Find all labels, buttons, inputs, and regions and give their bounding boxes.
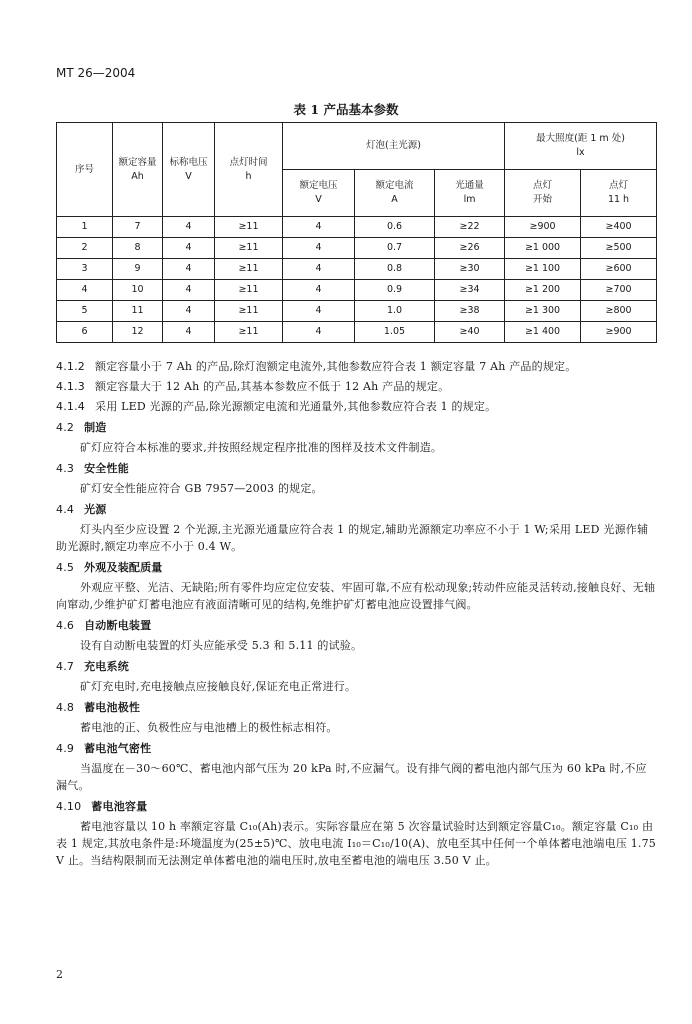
table-cell: 4: [57, 280, 113, 301]
table-cell: 0.6: [355, 217, 435, 238]
table-cell: 2: [57, 238, 113, 259]
page-number: 2: [56, 968, 63, 981]
section-number: 4.1.3: [56, 380, 85, 393]
table-cell: 4: [283, 259, 355, 280]
table-caption: 表 1 产品基本参数: [293, 102, 399, 117]
table-cell: 4: [163, 259, 215, 280]
table-cell: 4: [283, 301, 355, 322]
header-bulb-group: 灯泡(主光源): [283, 123, 505, 170]
table-cell: 11: [113, 301, 163, 322]
table-cell: ≥1 400: [505, 322, 581, 343]
table-row: [57, 217, 657, 238]
table-cell: 9: [113, 259, 163, 280]
section-number: 4.1.2: [56, 360, 85, 373]
section-title: 安全性能: [84, 462, 129, 475]
section-number: 4.10: [56, 800, 82, 813]
table-cell: 1.05: [355, 322, 435, 343]
table-cell: ≥900: [581, 322, 657, 343]
table-cell: 4: [283, 322, 355, 343]
table-cell: 5: [57, 301, 113, 322]
header-bulb-voltage: [283, 170, 355, 217]
section-heading: [56, 617, 656, 634]
section-heading: [56, 501, 656, 518]
table-cell: 4: [163, 322, 215, 343]
table-cell: ≥11: [215, 259, 283, 280]
table-cell: 8: [113, 238, 163, 259]
header-lighting-time-text: 点灯时间 h: [229, 156, 268, 182]
section-heading: [56, 658, 656, 675]
section-title: 蓄电池极性: [84, 701, 141, 714]
table-cell: 12: [113, 322, 163, 343]
table-cell: 4: [163, 301, 215, 322]
section-heading: [56, 798, 656, 815]
header-voltage: [163, 123, 215, 217]
header-bulb-voltage-text: 额定电压 V: [299, 180, 338, 205]
header-bulb-current-text: 额定电流 A: [375, 180, 414, 205]
table-cell: ≥11: [215, 217, 283, 238]
section-number: 4.4: [56, 503, 75, 516]
table-cell: ≥700: [581, 280, 657, 301]
paragraph: 矿灯安全性能应符合 GB 7957—2003 的规定。: [80, 482, 323, 495]
section-title: 蓄电池气密性: [84, 742, 152, 755]
section-heading: [56, 559, 656, 576]
section-heading: [56, 460, 656, 477]
header-illum-11h: [581, 170, 657, 217]
table-cell: ≥800: [581, 301, 657, 322]
paragraph: 蓄电池容量以 10 h 率额定容量 C₁₀(Ah)表示。实际容量应在第 5 次容量试验时达到额定容量C₁₀。额定容量 C₁₀ 由表 1 规定,其放电条件是:环境温度为(25±5)℃、放电电流 I₁₀＝C₁₀/10(A)、放电至其中任何一个单体蓄电池端电压 1.75 V 止。当结构限制而无法测定单体蓄电池的端电压时,放电至蓄电池的端电压 3.50 V 止。: [56, 820, 657, 867]
table-cell: ≥22: [435, 217, 505, 238]
numbered-paragraph: [56, 378, 656, 395]
paragraph: 当温度在－30～60℃、蓄电池内部气压为 20 kPa 时,不应漏气。设有排气阀的蓄电池内部气压为 60 kPa 时,不应漏气。: [56, 762, 647, 792]
table-cell: ≥40: [435, 322, 505, 343]
table-cell: ≥1 000: [505, 238, 581, 259]
header-illum-group: [505, 123, 657, 170]
table-cell: ≥11: [215, 238, 283, 259]
section-heading: [56, 699, 656, 716]
table-body: [57, 217, 657, 343]
table-cell: 4: [163, 238, 215, 259]
table-cell: 1.0: [355, 301, 435, 322]
header-seq: 序号: [57, 123, 113, 217]
paragraph: 灯头内至少应设置 2 个光源,主光源光通量应符合表 1 的规定,辅助光源额定功率应不小于 1 W;采用 LED 光源作辅助光源时,额定功率应不小于 0.4 W。: [56, 523, 649, 553]
header-illum-start: [505, 170, 581, 217]
numbered-paragraph: [56, 398, 656, 415]
paragraph: 设有自动断电装置的灯头应能承受 5.3 和 5.11 的试验。: [80, 639, 363, 652]
table-cell: ≥38: [435, 301, 505, 322]
header-bulb-current: [355, 170, 435, 217]
section-number: 4.5: [56, 561, 75, 574]
table-cell: 4: [163, 217, 215, 238]
section-number: 4.7: [56, 660, 75, 673]
table-cell: ≥34: [435, 280, 505, 301]
table-cell: 4: [163, 280, 215, 301]
section-number: 4.1.4: [56, 400, 85, 413]
table-row: [57, 238, 657, 259]
table-cell: ≥1 100: [505, 259, 581, 280]
table-cell: 0.8: [355, 259, 435, 280]
table-cell: ≥500: [581, 238, 657, 259]
table-cell: ≥900: [505, 217, 581, 238]
table-cell: 7: [113, 217, 163, 238]
table-cell: 1: [57, 217, 113, 238]
section-title: 光源: [84, 503, 107, 516]
header-capacity-text: 额定容量 Ah: [118, 156, 157, 182]
table-cell: ≥11: [215, 280, 283, 301]
table-cell: ≥11: [215, 301, 283, 322]
header-lighting-time: [215, 123, 283, 217]
section-title: 自动断电装置: [84, 619, 152, 632]
table-cell: 4: [283, 280, 355, 301]
table-cell: 10: [113, 280, 163, 301]
paragraph: 矿灯充电时,充电接触点应接触良好,保证充电正常进行。: [80, 680, 357, 693]
paragraph-text: 采用 LED 光源的产品,除光源额定电流和光通量外,其他参数应符合表 1 的规定。: [95, 400, 497, 413]
body-text: [56, 358, 656, 872]
parameter-table: [56, 122, 657, 343]
header-illum-11h-text: 点灯 11 h: [607, 180, 630, 205]
section-number: 4.8: [56, 701, 75, 714]
table-row: [57, 259, 657, 280]
section-heading: [56, 419, 656, 436]
section-title: 制造: [84, 421, 107, 434]
table-cell: 4: [283, 217, 355, 238]
header-illum-group-text: 最大照度(距 1 m 处) lx: [536, 133, 625, 158]
header-flux-text: 光通量 lm: [455, 180, 484, 205]
standard-code: MT 26—2004: [56, 66, 136, 80]
section-title: 外观及装配质量: [84, 561, 163, 574]
section-number: 4.6: [56, 619, 75, 632]
table-cell: 0.7: [355, 238, 435, 259]
header-flux: [435, 170, 505, 217]
table-cell: 0.9: [355, 280, 435, 301]
table-cell: 4: [283, 238, 355, 259]
numbered-paragraph: [56, 358, 656, 375]
header-illum-start-text: 点灯 开始: [533, 180, 553, 205]
paragraph: 外观应平整、光洁、无缺陷;所有零件均应定位安装、牢固可靠,不应有松动现象;转动件应能灵活转动,接触良好、无轴向窜动,少维护矿灯蓄电池应有液面清晰可见的结构,免维护矿灯蓄电池应设置排气阀。: [56, 581, 656, 611]
header-capacity: [113, 123, 163, 217]
table-cell: ≥600: [581, 259, 657, 280]
table-cell: ≥26: [435, 238, 505, 259]
table-cell: ≥1 200: [505, 280, 581, 301]
table-cell: ≥11: [215, 322, 283, 343]
header-voltage-text: 标称电压 V: [169, 156, 208, 182]
table-cell: ≥30: [435, 259, 505, 280]
table-row: [57, 280, 657, 301]
section-title: 充电系统: [84, 660, 129, 673]
table-row: [57, 322, 657, 343]
paragraph: 蓄电池的正、负极性应与电池槽上的极性标志相符。: [80, 721, 338, 734]
paragraph-text: 额定容量小于 7 Ah 的产品,除灯泡额定电流外,其他参数应符合表 1 额定容量 7 Ah 产品的规定。: [95, 360, 577, 373]
section-title: 蓄电池容量: [91, 800, 148, 813]
paragraph: 矿灯应符合本标准的要求,并按照经规定程序批准的图样及技术文件制造。: [80, 441, 443, 454]
table-cell: ≥1 300: [505, 301, 581, 322]
section-number: 4.3: [56, 462, 75, 475]
table-row: [57, 301, 657, 322]
section-number: 4.9: [56, 742, 75, 755]
section-heading: [56, 740, 656, 757]
table-cell: 3: [57, 259, 113, 280]
table-cell: 6: [57, 322, 113, 343]
table-cell: ≥400: [581, 217, 657, 238]
paragraph-text: 额定容量大于 12 Ah 的产品,其基本参数应不低于 12 Ah 产品的规定。: [95, 380, 450, 393]
section-number: 4.2: [56, 421, 75, 434]
